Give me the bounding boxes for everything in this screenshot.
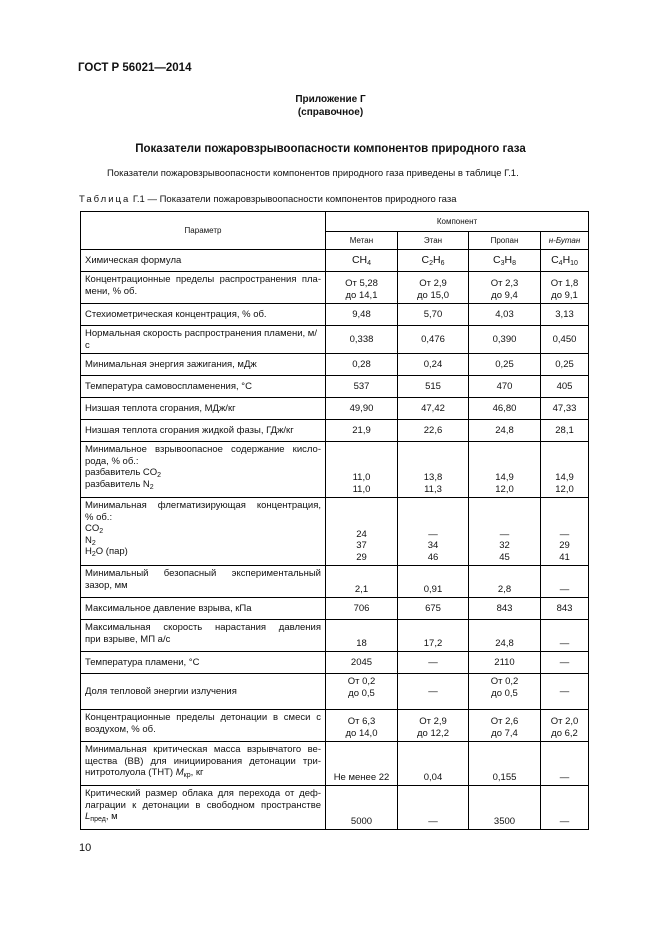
value-cell: 4,03 [469, 304, 541, 326]
row-label: Низшая теплота сгорания жидкой фазы, ГДж/кг [81, 420, 326, 442]
value-cell: 515 [398, 376, 469, 398]
value-cell: — [541, 674, 589, 710]
value-cell: 537 [326, 376, 398, 398]
section-title: Показатели пожаровзрывоопасности компонентов природного газа [135, 143, 526, 155]
value-cell: От 2,0 до 6,2 [541, 710, 589, 742]
header-methane: Метан [326, 232, 398, 250]
value-cell: Не менее 22 [326, 742, 398, 786]
table-row [81, 710, 589, 742]
row-label: Концентрационные пределы распространения пла- мени, % об. [81, 272, 326, 304]
row-label: Температура самовоспламенения, °С [81, 376, 326, 398]
value-cell: От 5,28 до 14,1 [326, 272, 398, 304]
value-cell: 405 [541, 376, 589, 398]
value-cell: 470 [469, 376, 541, 398]
header-propane: Пропан [469, 232, 541, 250]
value-cell: 706 [326, 598, 398, 620]
value-cell: — [398, 674, 469, 710]
value-cell: 9,48 [326, 304, 398, 326]
table-row [81, 398, 589, 420]
value-cell: 0,338 [326, 326, 398, 354]
value-cell: — [541, 742, 589, 786]
value-cell: — [398, 652, 469, 674]
value-cell: 21,9 [326, 420, 398, 442]
header-parameter: Параметр [81, 212, 326, 250]
row-label: Максимальная скорость нарастания давления при взрыве, МП а/с [81, 620, 326, 652]
table-row [81, 326, 589, 354]
value-cell: 0,24 [398, 354, 469, 376]
formula-propane: $C_3H_8$ [469, 250, 541, 272]
value-cell: 675 [398, 598, 469, 620]
value-cell: 0,25 [541, 354, 589, 376]
value-cell: 0,476 [398, 326, 469, 354]
value-cell: 24,8 [469, 420, 541, 442]
value-cell: 28,1 [541, 420, 589, 442]
value-cell: — [398, 786, 469, 830]
row-label: Минимальная энергия зажигания, мДж [81, 354, 326, 376]
value-cell: 5000 [326, 786, 398, 830]
row-label: Минимальная критическая масса взрывчатого ве- щества (ВВ) для инициирования детонации три- нитротолуола (ТНТ) $M_{кр}$, кг [81, 742, 326, 786]
row-label: Нормальная скорость распространения пламени, м/с [81, 326, 326, 354]
value-cell: 0,450 [541, 326, 589, 354]
value-cell: 0,04 [398, 742, 469, 786]
value-cell: 14,9 12,0 [469, 442, 541, 498]
value-cell: От 1,8 до 9,1 [541, 272, 589, 304]
table-row [81, 674, 589, 710]
value-cell: От 2,9 до 12,2 [398, 710, 469, 742]
page-number: 10 [79, 842, 92, 854]
row-label: Химическая формула [81, 250, 326, 272]
row-label: Стехиометрическая концентрация, % об. [81, 304, 326, 326]
row-label: Максимальное давление взрыва, кПа [81, 598, 326, 620]
value-cell: 14,9 12,0 [541, 442, 589, 498]
header-component: Компонент [326, 212, 589, 232]
value-cell: 2,1 [326, 566, 398, 598]
formula-butane: $C_4H_{10}$ [541, 250, 589, 272]
value-cell: 0,28 [326, 354, 398, 376]
table-row [81, 498, 589, 566]
value-cell: 2110 [469, 652, 541, 674]
value-cell: 843 [541, 598, 589, 620]
value-cell: 18 [326, 620, 398, 652]
table-row [81, 420, 589, 442]
caption-prefix: Таблица [79, 194, 131, 205]
caption-text: — Показатели пожаровзрывоопасности компонентов природного газа [147, 194, 457, 205]
value-cell: 17,2 [398, 620, 469, 652]
document-header: ГОСТ Р 56021—2014 [78, 62, 192, 74]
value-cell: 49,90 [326, 398, 398, 420]
value-cell: 5,70 [398, 304, 469, 326]
row-label: Минимальное взрывоопасное содержание кисло- рода, % об.: разбавитель $CO_2$ разбавитель $N_2$ [81, 442, 326, 498]
appendix-title: Приложение Г [295, 94, 366, 105]
table-row [81, 652, 589, 674]
value-cell: 0,25 [469, 354, 541, 376]
value-cell: — [541, 786, 589, 830]
value-cell: От 0,2 до 0,5 [326, 674, 398, 710]
value-cell: 47,33 [541, 398, 589, 420]
table-row [81, 442, 589, 498]
table-row [81, 354, 589, 376]
row-label: Доля тепловой энергии излучения [81, 674, 326, 710]
table-row [81, 620, 589, 652]
row-label: Критический размер облака для перехода от деф- лаграции к детонации в свободном пространстве $L_{пред}$, м [81, 786, 326, 830]
value-cell: От 2,9 до 15,0 [398, 272, 469, 304]
value-cell: 0,390 [469, 326, 541, 354]
table-row [81, 250, 589, 272]
row-label: Минимальный безопасный экспериментальный зазор, мм [81, 566, 326, 598]
row-label: Низшая теплота сгорания, МДж/кг [81, 398, 326, 420]
value-cell: 24 37 29 [326, 498, 398, 566]
table-row [81, 598, 589, 620]
value-cell: 46,80 [469, 398, 541, 420]
table-row [81, 786, 589, 830]
formula-methane: $CH_4$ [326, 250, 398, 272]
value-cell: — [541, 620, 589, 652]
value-cell: 843 [469, 598, 541, 620]
value-cell: 2,8 [469, 566, 541, 598]
row-label: Концентрационные пределы детонации в смеси с воздухом, % об. [81, 710, 326, 742]
caption-number: Г.1 [132, 194, 145, 205]
table-row [81, 272, 589, 304]
value-cell: 13,8 11,3 [398, 442, 469, 498]
value-cell: — [541, 652, 589, 674]
value-cell: 22,6 [398, 420, 469, 442]
value-cell: — 32 45 [469, 498, 541, 566]
row-label: Температура пламени, °С [81, 652, 326, 674]
table-row [81, 304, 589, 326]
value-cell: — 34 46 [398, 498, 469, 566]
header-ethane: Этан [398, 232, 469, 250]
table-row [81, 742, 589, 786]
value-cell: 24,8 [469, 620, 541, 652]
table-caption [79, 194, 457, 205]
appendix-heading [0, 93, 661, 119]
value-cell: 0,155 [469, 742, 541, 786]
formula-ethane: $C_2H_6$ [398, 250, 469, 272]
table-row [81, 376, 589, 398]
hazard-table [80, 211, 589, 830]
appendix-subtitle: (справочное) [297, 107, 364, 118]
value-cell: От 2,6 до 7,4 [469, 710, 541, 742]
value-cell: 0,91 [398, 566, 469, 598]
value-cell: 3,13 [541, 304, 589, 326]
value-cell: — 29 41 [541, 498, 589, 566]
value-cell: 3500 [469, 786, 541, 830]
value-cell: 2045 [326, 652, 398, 674]
header-butane: н-Бутан [541, 232, 589, 250]
value-cell: От 0,2 до 0,5 [469, 674, 541, 710]
intro-paragraph: Показатели пожаровзрывоопасности компонентов природного газа приведены в таблице Г.1. [107, 168, 519, 179]
value-cell: 47,42 [398, 398, 469, 420]
table-row [81, 566, 589, 598]
value-cell: От 2,3 до 9,4 [469, 272, 541, 304]
value-cell: — [541, 566, 589, 598]
row-label: Минимальная флегматизирующая концентрация, % об.: $CO_2$ $N_2$ $H_2O$ (пар) [81, 498, 326, 566]
value-cell: 11,0 11,0 [326, 442, 398, 498]
value-cell: От 6,3 до 14,0 [326, 710, 398, 742]
